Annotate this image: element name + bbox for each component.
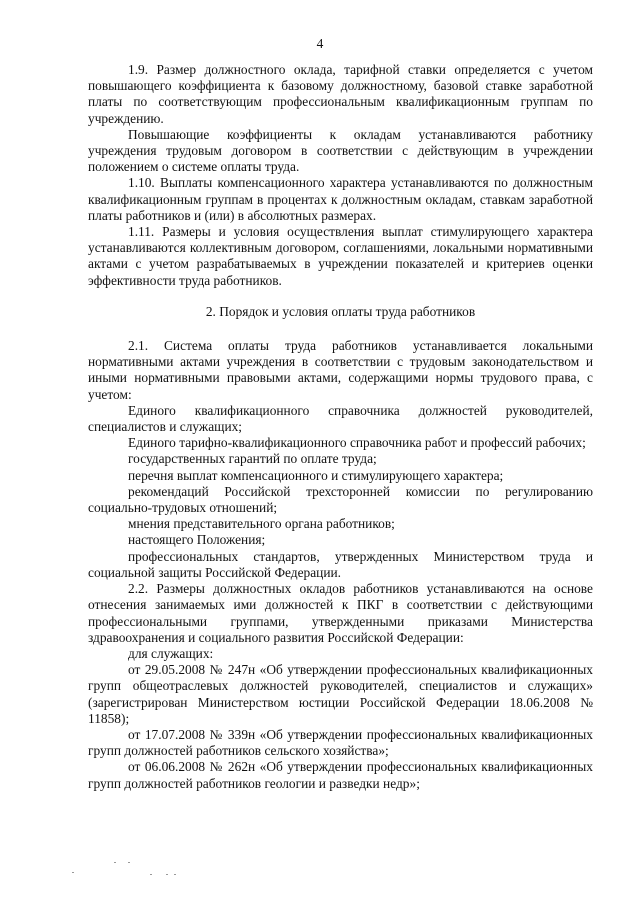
list-item: профессиональных стандартов, утвержденных Министерством труда и социальной защиты Российской Федерации. [88,548,593,580]
list-heading: для служащих: [128,645,214,661]
scan-specks [70,860,190,880]
list-item: мнения представительного органа работников; [128,516,395,532]
paragraph-1-9: 1.9. Размер должностного оклада, тарифной ставки определяется с учетом повышающего коэффициента к базовому должностному, базовой ставке заработной платы по соответствующим профессиональным квалификационным группам по учреждению. [88,62,593,126]
list-item: государственных гарантий по оплате труда; [128,451,377,467]
list-item: Единого тарифно-квалификационного справочника работ и профессий рабочих; [128,435,586,451]
list-item: от 29.05.2008 № 247н «Об утверждении профессиональных квалификационных групп общеотраслевых должностей руководителей, специалистов и служащих» (зарегистрирован Министерством юстиции Российской Федерации 18.06.2008 № 11858); [88,662,593,726]
list-item: рекомендаций Российской трехсторонней комиссии по регулированию социально-трудовых отношений; [88,483,593,516]
paragraph-1-10: 1.10. Выплаты компенсационного характера устанавливаются по должностным квалификационным группам в процентах к должностным окладам, ставкам заработной платы работников и (или) в абсолютных размерах. [88,175,593,223]
list-item: настоящего Положения; [128,532,266,548]
document-body [88,62,593,792]
paragraph-2-1: 2.1. Система оплаты труда работников устанавливается локальными нормативными актами учреждения в соответствии с трудовым законодательством и иными нормативными правовыми актами, содержащими нормы трудового права, с учетом: [88,338,593,402]
page-number: 4 [316,36,324,51]
list-item: от 17.07.2008 № 339н «Об утверждении профессиональных квалификационных групп должностей работников сельского хозяйства»; [88,726,593,759]
paragraph-1-11: 1.11. Размеры и условия осуществления выплат стимулирующего характера устанавливаются коллективным договором, соглашениями, локальными нормативными актами с учетом разрабатываемых в учреждении показателей и критериев оценки эффективности труда работников. [88,224,593,288]
list-item: Единого квалификационного справочника должностей руководителей, специалистов и служащих; [88,402,593,435]
paragraph-coefficients: Повышающие коэффициенты к окладам устанавливаются работнику учреждения трудовым договором в соответствии с действующим в учреждении положением о системе оплаты труда. [88,126,593,175]
paragraph-2-2: 2.2. Размеры должностных окладов работников устанавливаются на основе отнесения занимаемых ими должностей к ПКГ в соответствии с действующими профессиональными группами, утвержденными приказами Министерства здравоохранения и социального развития Российской Федерации: [88,581,593,645]
list-item: от 06.06.2008 № 262н «Об утверждении профессиональных квалификационных групп должностей работников геологии и разведки недр»; [88,759,593,791]
list-item: перечня выплат компенсационного и стимулирующего характера; [128,467,504,483]
spacer [88,289,593,304]
spacer [88,320,593,338]
section-heading: 2. Порядок и условия оплаты труда работников [205,303,476,319]
